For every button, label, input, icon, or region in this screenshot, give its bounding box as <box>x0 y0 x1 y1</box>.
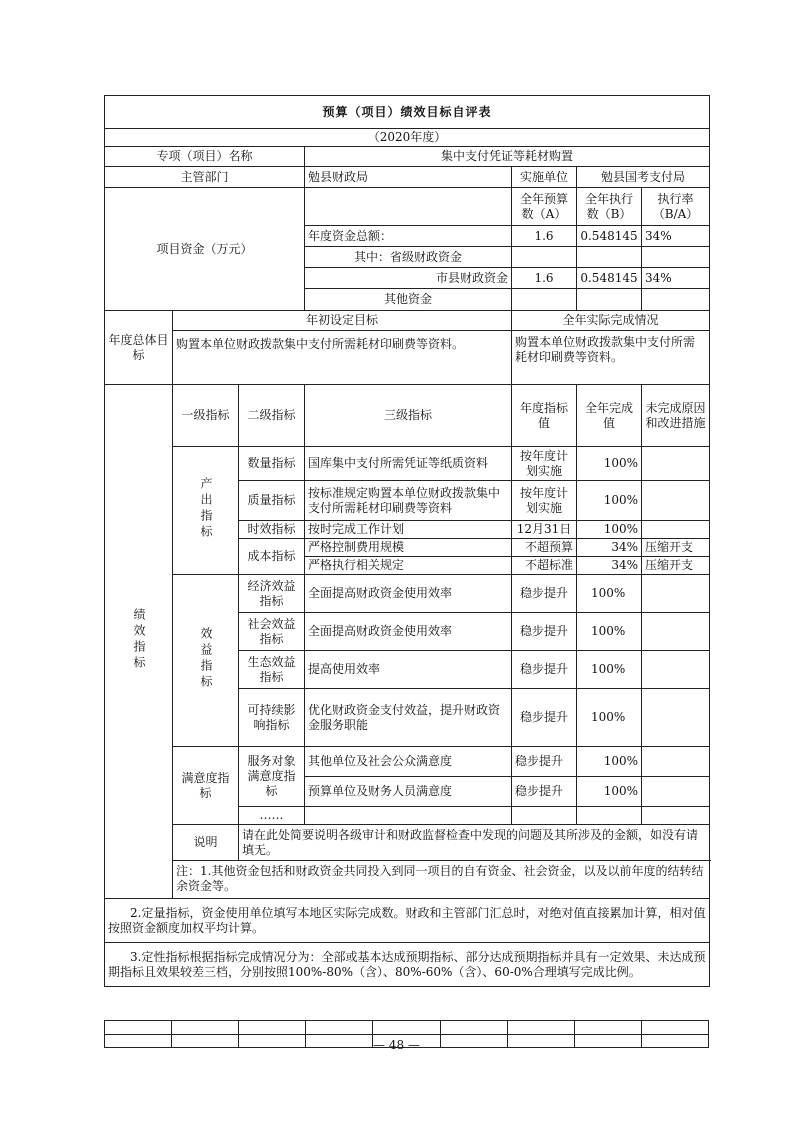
satisfaction-empty <box>577 807 642 825</box>
project-name-label: 专项（项目）名称 <box>105 147 305 167</box>
funds-row-label: 其中：省级财政资金 <box>305 247 512 268</box>
output-target: 不超预算 <box>512 539 577 557</box>
page-number: — 48 — <box>373 1038 420 1052</box>
output-target: 按年度计划实施 <box>512 447 577 481</box>
benefit-target: 稳步提升 <box>512 651 577 689</box>
note-1: 注：1.其他资金包括和财政资金共同投入到同一项目的自有资金、社会资金，以及以前年度的结转结余资金等。 <box>173 861 710 899</box>
funds-row-label: 其他资金 <box>305 289 512 311</box>
satisfaction-target: 稳步提升 <box>512 777 577 807</box>
benefit-l2: 经济效益指标 <box>239 575 305 613</box>
unit-label: 实施单位 <box>512 167 577 188</box>
perf-h1: 一级指标 <box>173 385 239 447</box>
benefit-l2: 社会效益指标 <box>239 613 305 651</box>
output-reason: 压缩开支 <box>642 539 710 557</box>
remark-label: 说明 <box>173 825 239 861</box>
benefit-reason <box>642 689 710 747</box>
output-reason <box>642 481 710 521</box>
funds-row-budget <box>512 289 577 311</box>
output-target: 不超标准 <box>512 557 577 575</box>
funds-col-budget: 全年预算数（A） <box>512 188 577 226</box>
perf-label <box>105 385 173 899</box>
satisfaction-reason <box>642 747 710 777</box>
satisfaction-l3: 其他单位及社会公众满意度 <box>305 747 512 777</box>
funds-col-rate: 执行率（B/A） <box>642 188 710 226</box>
benefit-done: 100% <box>577 575 642 613</box>
output-l2: 时效指标 <box>239 521 305 539</box>
note-2: 2.定量指标，资金使用单位填写本地区实际完成数。财政和主管部门汇总时，对绝对值直接累加计算，相对值按照资金额度加权平均计算。 <box>105 899 710 943</box>
funds-row-budget: 1.6 <box>512 226 577 247</box>
output-l3: 按时完成工作计划 <box>305 521 512 539</box>
project-name-value: 集中支付凭证等耗材购置 <box>305 147 710 167</box>
benefit-l3: 优化财政资金支付效益，提升财政资金服务职能 <box>305 689 512 747</box>
output-l3: 按标准规定购置本单位财政拨款集中支付所需耗材印刷费等资料 <box>305 481 512 521</box>
output-l3: 严格控制费用规模 <box>305 539 512 557</box>
output-done: 34% <box>577 557 642 575</box>
perf-label-text: 绩效指标 <box>132 607 146 672</box>
benefit-target: 稳步提升 <box>512 613 577 651</box>
benefit-done: 100% <box>577 613 642 651</box>
benefit-l2: 生态效益指标 <box>239 651 305 689</box>
benefit-reason <box>642 613 710 651</box>
satisfaction-reason <box>642 777 710 807</box>
output-done: 34% <box>577 539 642 557</box>
output-label-text: 产出指标 <box>199 476 213 541</box>
dept-label: 主管部门 <box>105 167 305 188</box>
funds-col-exec: 全年执行数（B） <box>577 188 642 226</box>
funds-row-rate <box>642 247 710 268</box>
benefit-target: 稳步提升 <box>512 575 577 613</box>
perf-h5: 全年完成值 <box>577 385 642 447</box>
output-reason <box>642 521 710 539</box>
output-l2: 成本指标 <box>239 539 305 575</box>
form-year: （2020年度） <box>105 129 710 147</box>
funds-row-rate <box>642 289 710 311</box>
form-title: 预算（项目）绩效目标自评表 <box>105 96 710 129</box>
dept-value: 勉县财政局 <box>305 167 512 188</box>
satisfaction-empty <box>642 807 710 825</box>
output-label <box>173 447 239 575</box>
funds-row-budget: 1.6 <box>512 268 577 289</box>
satisfaction-l2: 服务对象满意度指标 <box>239 747 305 807</box>
goal-done-text: 购置本单位财政拨款集中支付所需耗材印刷费等资料。 <box>512 331 710 385</box>
funds-row-label: 市县财政资金 <box>305 268 512 289</box>
funds-row-label: 年度资金总额： <box>305 226 512 247</box>
funds-label: 项目资金（万元） <box>105 188 305 311</box>
output-target: 按年度计划实施 <box>512 481 577 521</box>
output-l3: 严格执行相关规定 <box>305 557 512 575</box>
funds-row-exec <box>577 289 642 311</box>
satisfaction-empty <box>305 807 512 825</box>
satisfaction-done: 100% <box>577 777 642 807</box>
output-done: 100% <box>577 481 642 521</box>
benefit-l3: 全面提高财政资金使用效率 <box>305 575 512 613</box>
satisfaction-l3: 预算单位及财务人员满意度 <box>305 777 512 807</box>
benefit-done: 100% <box>577 689 642 747</box>
benefit-l3: 提高使用效率 <box>305 651 512 689</box>
goal-col-set: 年初设定目标 <box>173 311 512 331</box>
benefit-reason <box>642 575 710 613</box>
unit-value: 勉县国考支付局 <box>577 167 710 188</box>
funds-row-budget <box>512 247 577 268</box>
benefit-done: 100% <box>577 651 642 689</box>
satisfaction-done: 100% <box>577 747 642 777</box>
funds-row-rate: 34% <box>642 268 710 289</box>
evaluation-form <box>104 95 710 987</box>
funds-row-exec <box>577 247 642 268</box>
output-target: 12月31日 <box>512 521 577 539</box>
output-reason: 压缩开支 <box>642 557 710 575</box>
goal-col-done: 全年实际完成情况 <box>512 311 710 331</box>
benefit-label <box>173 575 239 747</box>
funds-header-blank <box>305 188 512 226</box>
perf-h6: 未完成原因和改进措施 <box>642 385 710 447</box>
remark-text: 请在此处简要说明各级审计和财政监督检查中发现的问题及其所涉及的金额，如没有请填无。 <box>239 825 710 861</box>
funds-row-exec: 0.548145 <box>577 226 642 247</box>
satisfaction-label: 满意度指标 <box>173 747 239 825</box>
funds-row-exec: 0.548145 <box>577 268 642 289</box>
funds-row-rate: 34% <box>642 226 710 247</box>
goal-set-text: 购置本单位财政拨款集中支付所需耗材印刷费等资料。 <box>173 331 512 385</box>
output-done: 100% <box>577 447 642 481</box>
output-l2: 数量指标 <box>239 447 305 481</box>
satisfaction-target: 稳步提升 <box>512 747 577 777</box>
perf-h4: 年度指标值 <box>512 385 577 447</box>
goal-label: 年度总体目标 <box>105 311 173 385</box>
perf-h2: 二级指标 <box>239 385 305 447</box>
output-l3: 国库集中支付所需凭证等纸质资料 <box>305 447 512 481</box>
output-l2: 质量指标 <box>239 481 305 521</box>
satisfaction-ellipsis: …… <box>239 807 305 825</box>
benefit-label-text: 效益指标 <box>199 626 213 691</box>
output-reason <box>642 447 710 481</box>
satisfaction-empty <box>512 807 577 825</box>
benefit-l2: 可持续影响指标 <box>239 689 305 747</box>
perf-h3: 三级指标 <box>305 385 512 447</box>
benefit-reason <box>642 651 710 689</box>
benefit-target: 稳步提升 <box>512 689 577 747</box>
note-3: 3.定性指标根据指标完成情况分为：全部或基本达成预期指标、部分达成预期指标并具有一定效果、未达成预期指标且效果较差三档，分别按照100%-80%（含）、80%-60%（含）、60-0%合理填写完成比例。 <box>105 943 710 987</box>
benefit-l3: 全面提高财政资金使用效率 <box>305 613 512 651</box>
output-done: 100% <box>577 521 642 539</box>
